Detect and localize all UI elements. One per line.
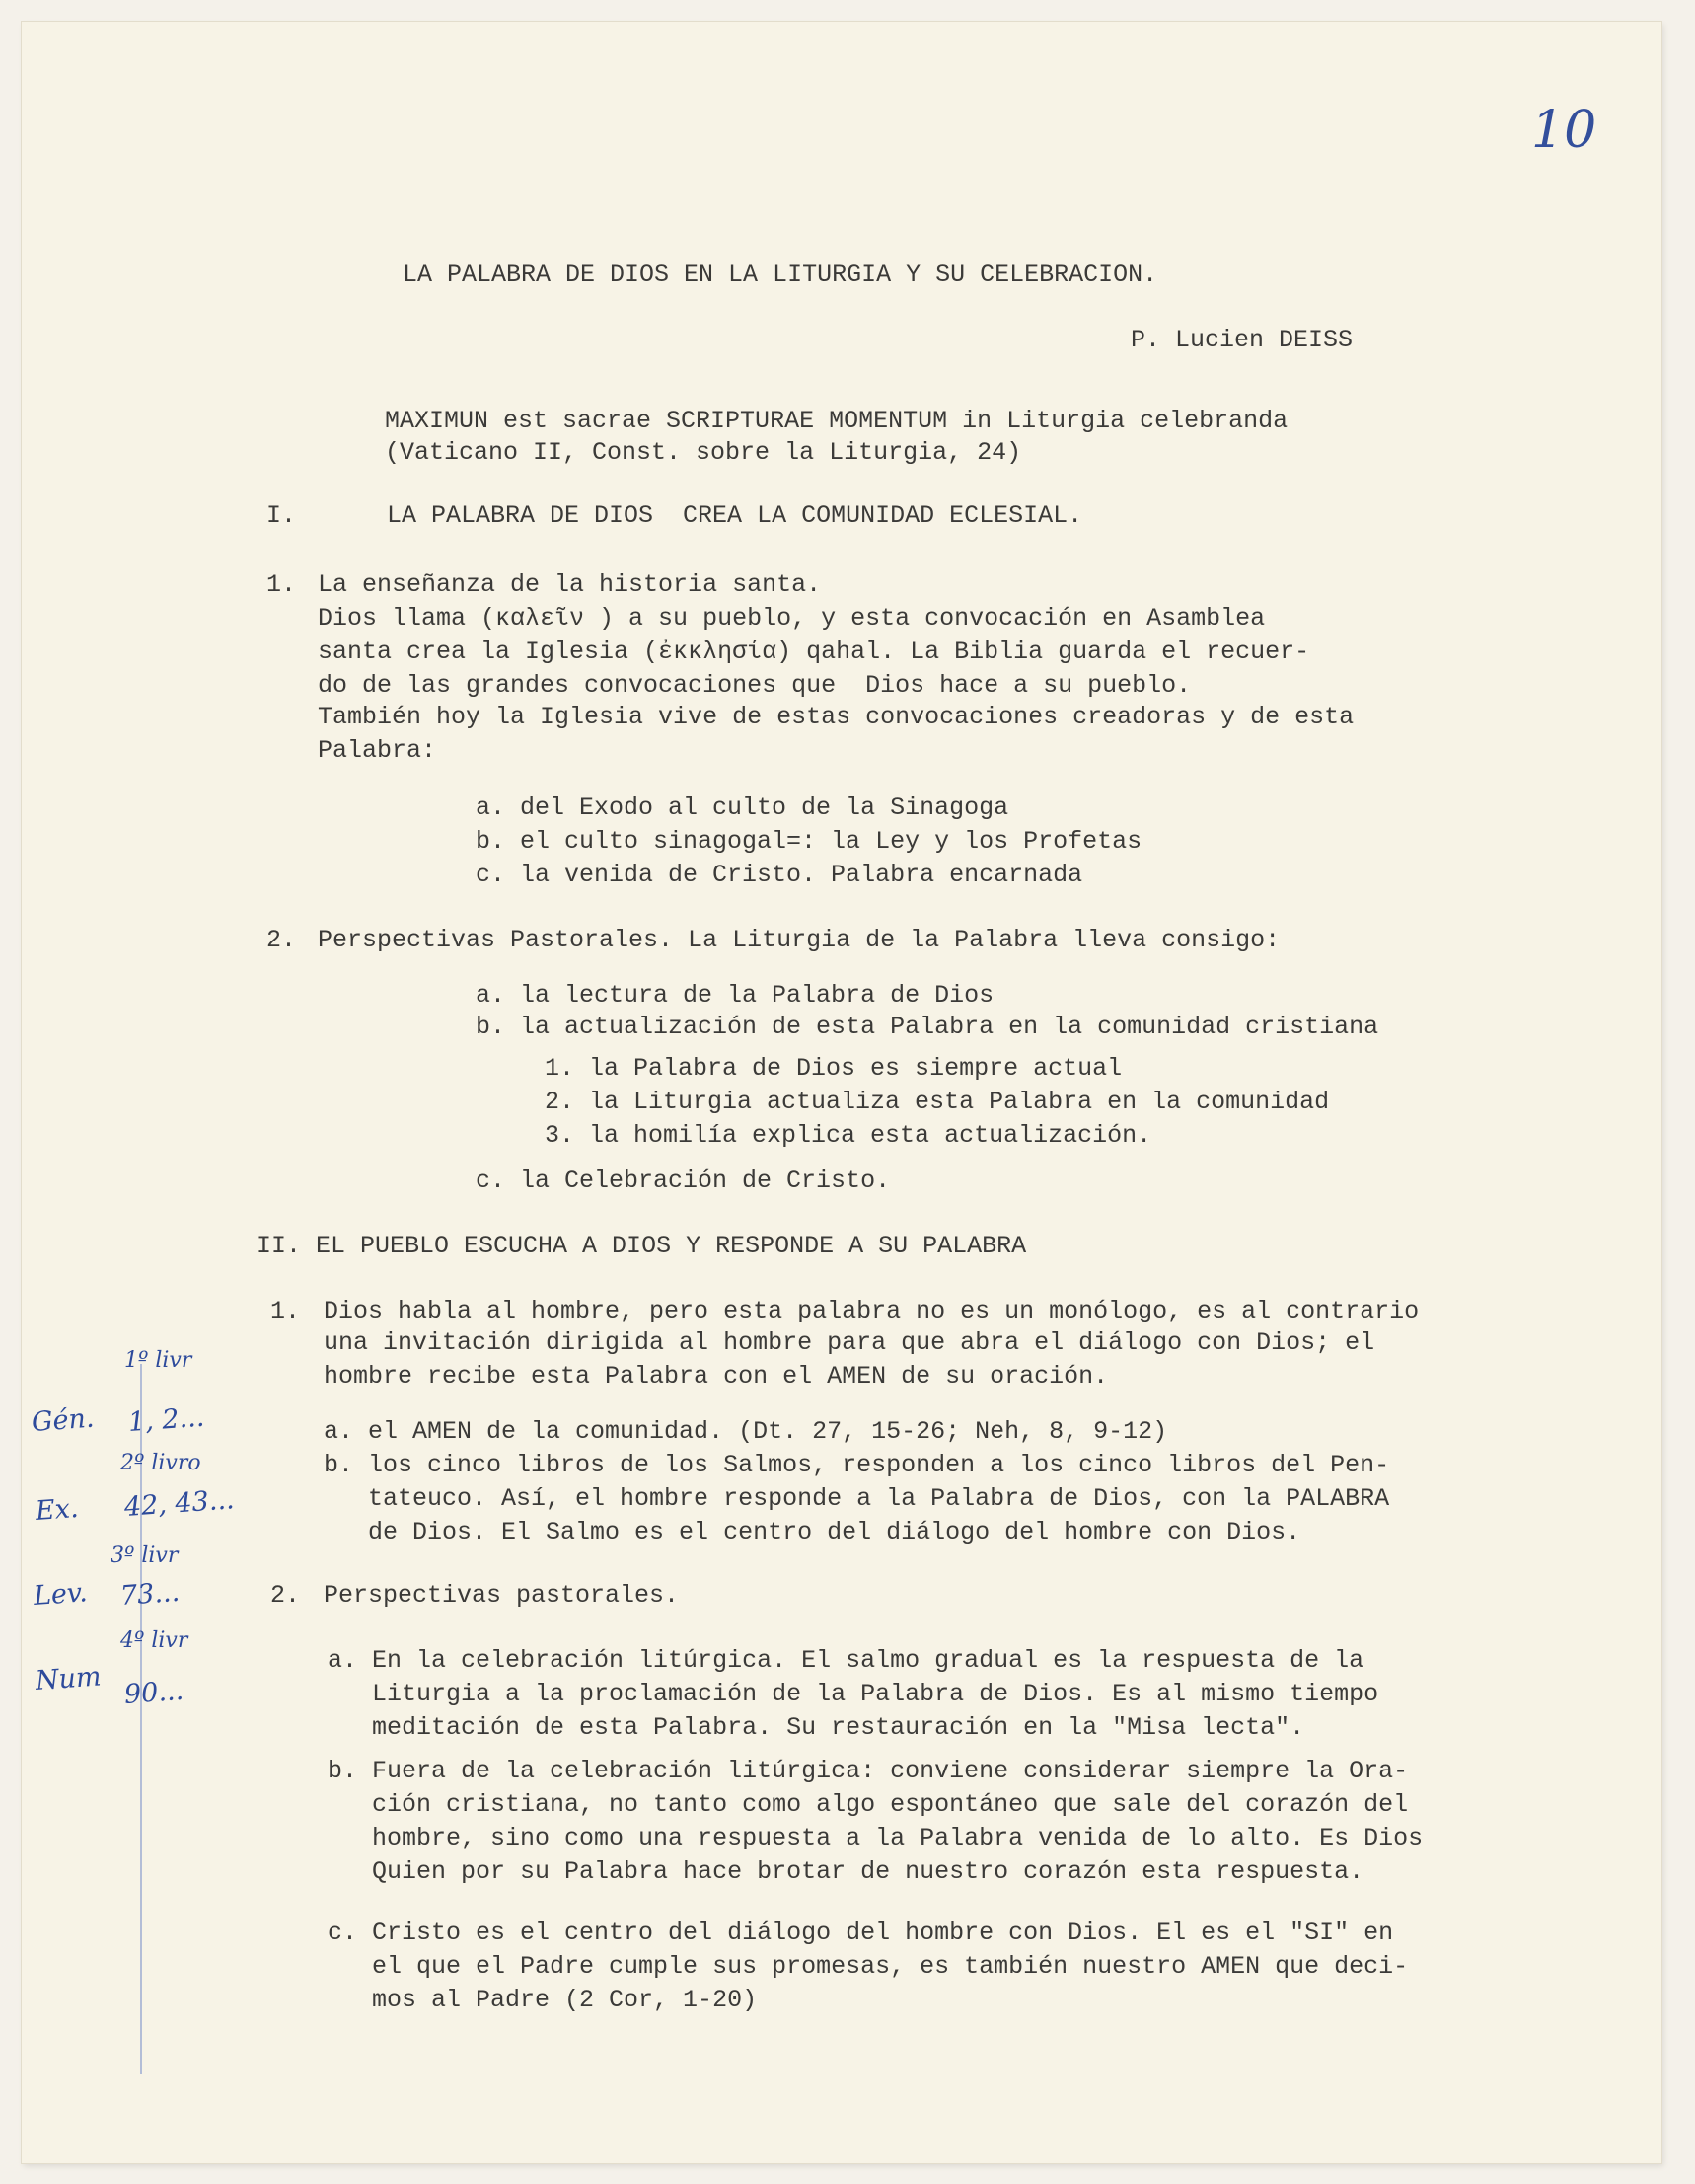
list-item: hombre, sino como una respuesta a la Palabra venida de lo alto. Es Dios	[328, 1824, 1424, 1852]
list-item: Quien por su Palabra hace brotar de nuestro corazón esta respuesta.	[328, 1857, 1364, 1886]
list-item: mos al Padre (2 Cor, 1-20)	[328, 1986, 758, 2014]
list-item: a. del Exodo al culto de la Sinagoga	[476, 793, 1009, 822]
sub-list-item: 3. la homilía explica esta actualización.	[545, 1121, 1152, 1150]
margin-note-label: Lev.	[32, 1577, 89, 1612]
margin-note-ref: 90...	[122, 1675, 185, 1710]
list-item: b. el culto sinagogal=: la Ley y los Profetas	[476, 827, 1142, 856]
section-1-item-2-text: Perspectivas Pastorales. La Liturgia de la Palabra lleva consigo:	[318, 926, 1281, 954]
section-1-heading: LA PALABRA DE DIOS CREA LA COMUNIDAD ECLESIAL.	[387, 501, 1083, 530]
list-item: Liturgia a la proclamación de la Palabra de Dios. Es al mismo tiempo	[328, 1680, 1379, 1708]
margin-note-ref: 73...	[118, 1576, 182, 1612]
section-2-item-1-line: una invitación dirigida al hombre para que abra el diálogo con Dios; el	[324, 1328, 1375, 1357]
list-item: b. Fuera de la celebración litúrgica: conviene considerar siempre la Ora-	[328, 1757, 1409, 1785]
section-2-item-1-line: hombre recibe esta Palabra con el AMEN de su oración.	[324, 1362, 1109, 1391]
margin-note-book: 3º livr	[111, 1544, 179, 1568]
section-2-item-1-line: Dios habla al hombre, pero esta palabra no es un monólogo, es al contrario	[324, 1297, 1420, 1325]
margin-note-book: 1º livr	[124, 1348, 192, 1373]
margin-note-book: 4º livr	[120, 1628, 188, 1653]
list-item: tateuco. Así, el hombre responde a la Palabra de Dios, con la PALABRA	[324, 1484, 1390, 1513]
margin-note-book: 2º livro	[120, 1451, 201, 1475]
list-item: c. Cristo es el centro del diálogo del hombre con Dios. El es el "SI" en	[328, 1919, 1394, 1947]
page-number: 10	[1531, 101, 1597, 160]
list-item: c. la Celebración de Cristo.	[476, 1167, 891, 1195]
section-1-item-1-line: Palabra:	[318, 736, 437, 765]
section-2-item-2-number: 2.	[270, 1581, 301, 1610]
list-item: b. la actualización de esta Palabra en la comunidad cristiana	[476, 1013, 1379, 1041]
margin-note-label: Num	[34, 1661, 103, 1696]
section-1-numeral: I.	[266, 501, 297, 530]
list-item: a. la lectura de la Palabra de Dios	[476, 981, 995, 1010]
list-item: c. la venida de Cristo. Palabra encarnada	[476, 861, 1083, 889]
section-2-item-2-text: Perspectivas pastorales.	[324, 1581, 680, 1610]
epigraph-line-2: (Vaticano II, Const. sobre la Liturgia, 24)	[385, 438, 1022, 467]
margin-note-label: Ex.	[34, 1493, 80, 1527]
author-name: P. Lucien DEISS	[1131, 326, 1354, 354]
margin-note-label: Gén.	[30, 1402, 96, 1438]
section-1-item-1-line: También hoy la Iglesia vive de estas convocaciones creadoras y de esta	[318, 703, 1355, 731]
list-item: a. En la celebración litúrgica. El salmo gradual es la respuesta de la	[328, 1646, 1364, 1675]
section-1-item-1-line: La enseñanza de la historia santa.	[318, 570, 822, 599]
section-1-item-1-number: 1.	[266, 570, 297, 599]
section-1-item-2-number: 2.	[266, 926, 297, 954]
list-item: meditación de esta Palabra. Su restauración en la "Misa lecta".	[328, 1713, 1305, 1742]
section-1-item-1-line: do de las grandes convocaciones que Dios hace a su pueblo.	[318, 671, 1192, 700]
document-title: LA PALABRA DE DIOS EN LA LITURGIA Y SU CELEBRACION.	[403, 261, 1158, 289]
margin-note-ref: 42, 43...	[122, 1484, 236, 1523]
document-page	[22, 22, 1661, 2163]
list-item: el que el Padre cumple sus promesas, es también nuestro AMEN que deci-	[328, 1952, 1409, 1981]
list-item: de Dios. El Salmo es el centro del diálogo del hombre con Dios.	[324, 1518, 1301, 1546]
list-item: a. el AMEN de la comunidad. (Dt. 27, 15-26; Neh, 8, 9-12)	[324, 1417, 1168, 1446]
epigraph-line-1: MAXIMUN est sacrae SCRIPTURAE MOMENTUM in Liturgia celebranda	[385, 407, 1289, 435]
section-2-heading: II. EL PUEBLO ESCUCHA A DIOS Y RESPONDE A SU PALABRA	[257, 1232, 1027, 1260]
list-item: ción cristiana, no tanto como algo espontáneo que sale del corazón del	[328, 1790, 1409, 1819]
section-1-item-1-line: santa crea la Iglesia (ἐκκλησία) qahal. La Biblia guarda el recuer-	[318, 638, 1310, 666]
section-2-item-1-number: 1.	[270, 1297, 301, 1325]
list-item: b. los cinco libros de los Salmos, responden a los cinco libros del Pen-	[324, 1451, 1390, 1479]
sub-list-item: 1. la Palabra de Dios es siempre actual	[545, 1054, 1123, 1083]
sub-list-item: 2. la Liturgia actualiza esta Palabra en la comunidad	[545, 1088, 1330, 1116]
section-1-item-1-line: Dios llama (καλεῖν ) a su pueblo, y esta convocación en Asamblea	[318, 604, 1266, 633]
margin-note-ref: 1, 2...	[126, 1401, 206, 1438]
